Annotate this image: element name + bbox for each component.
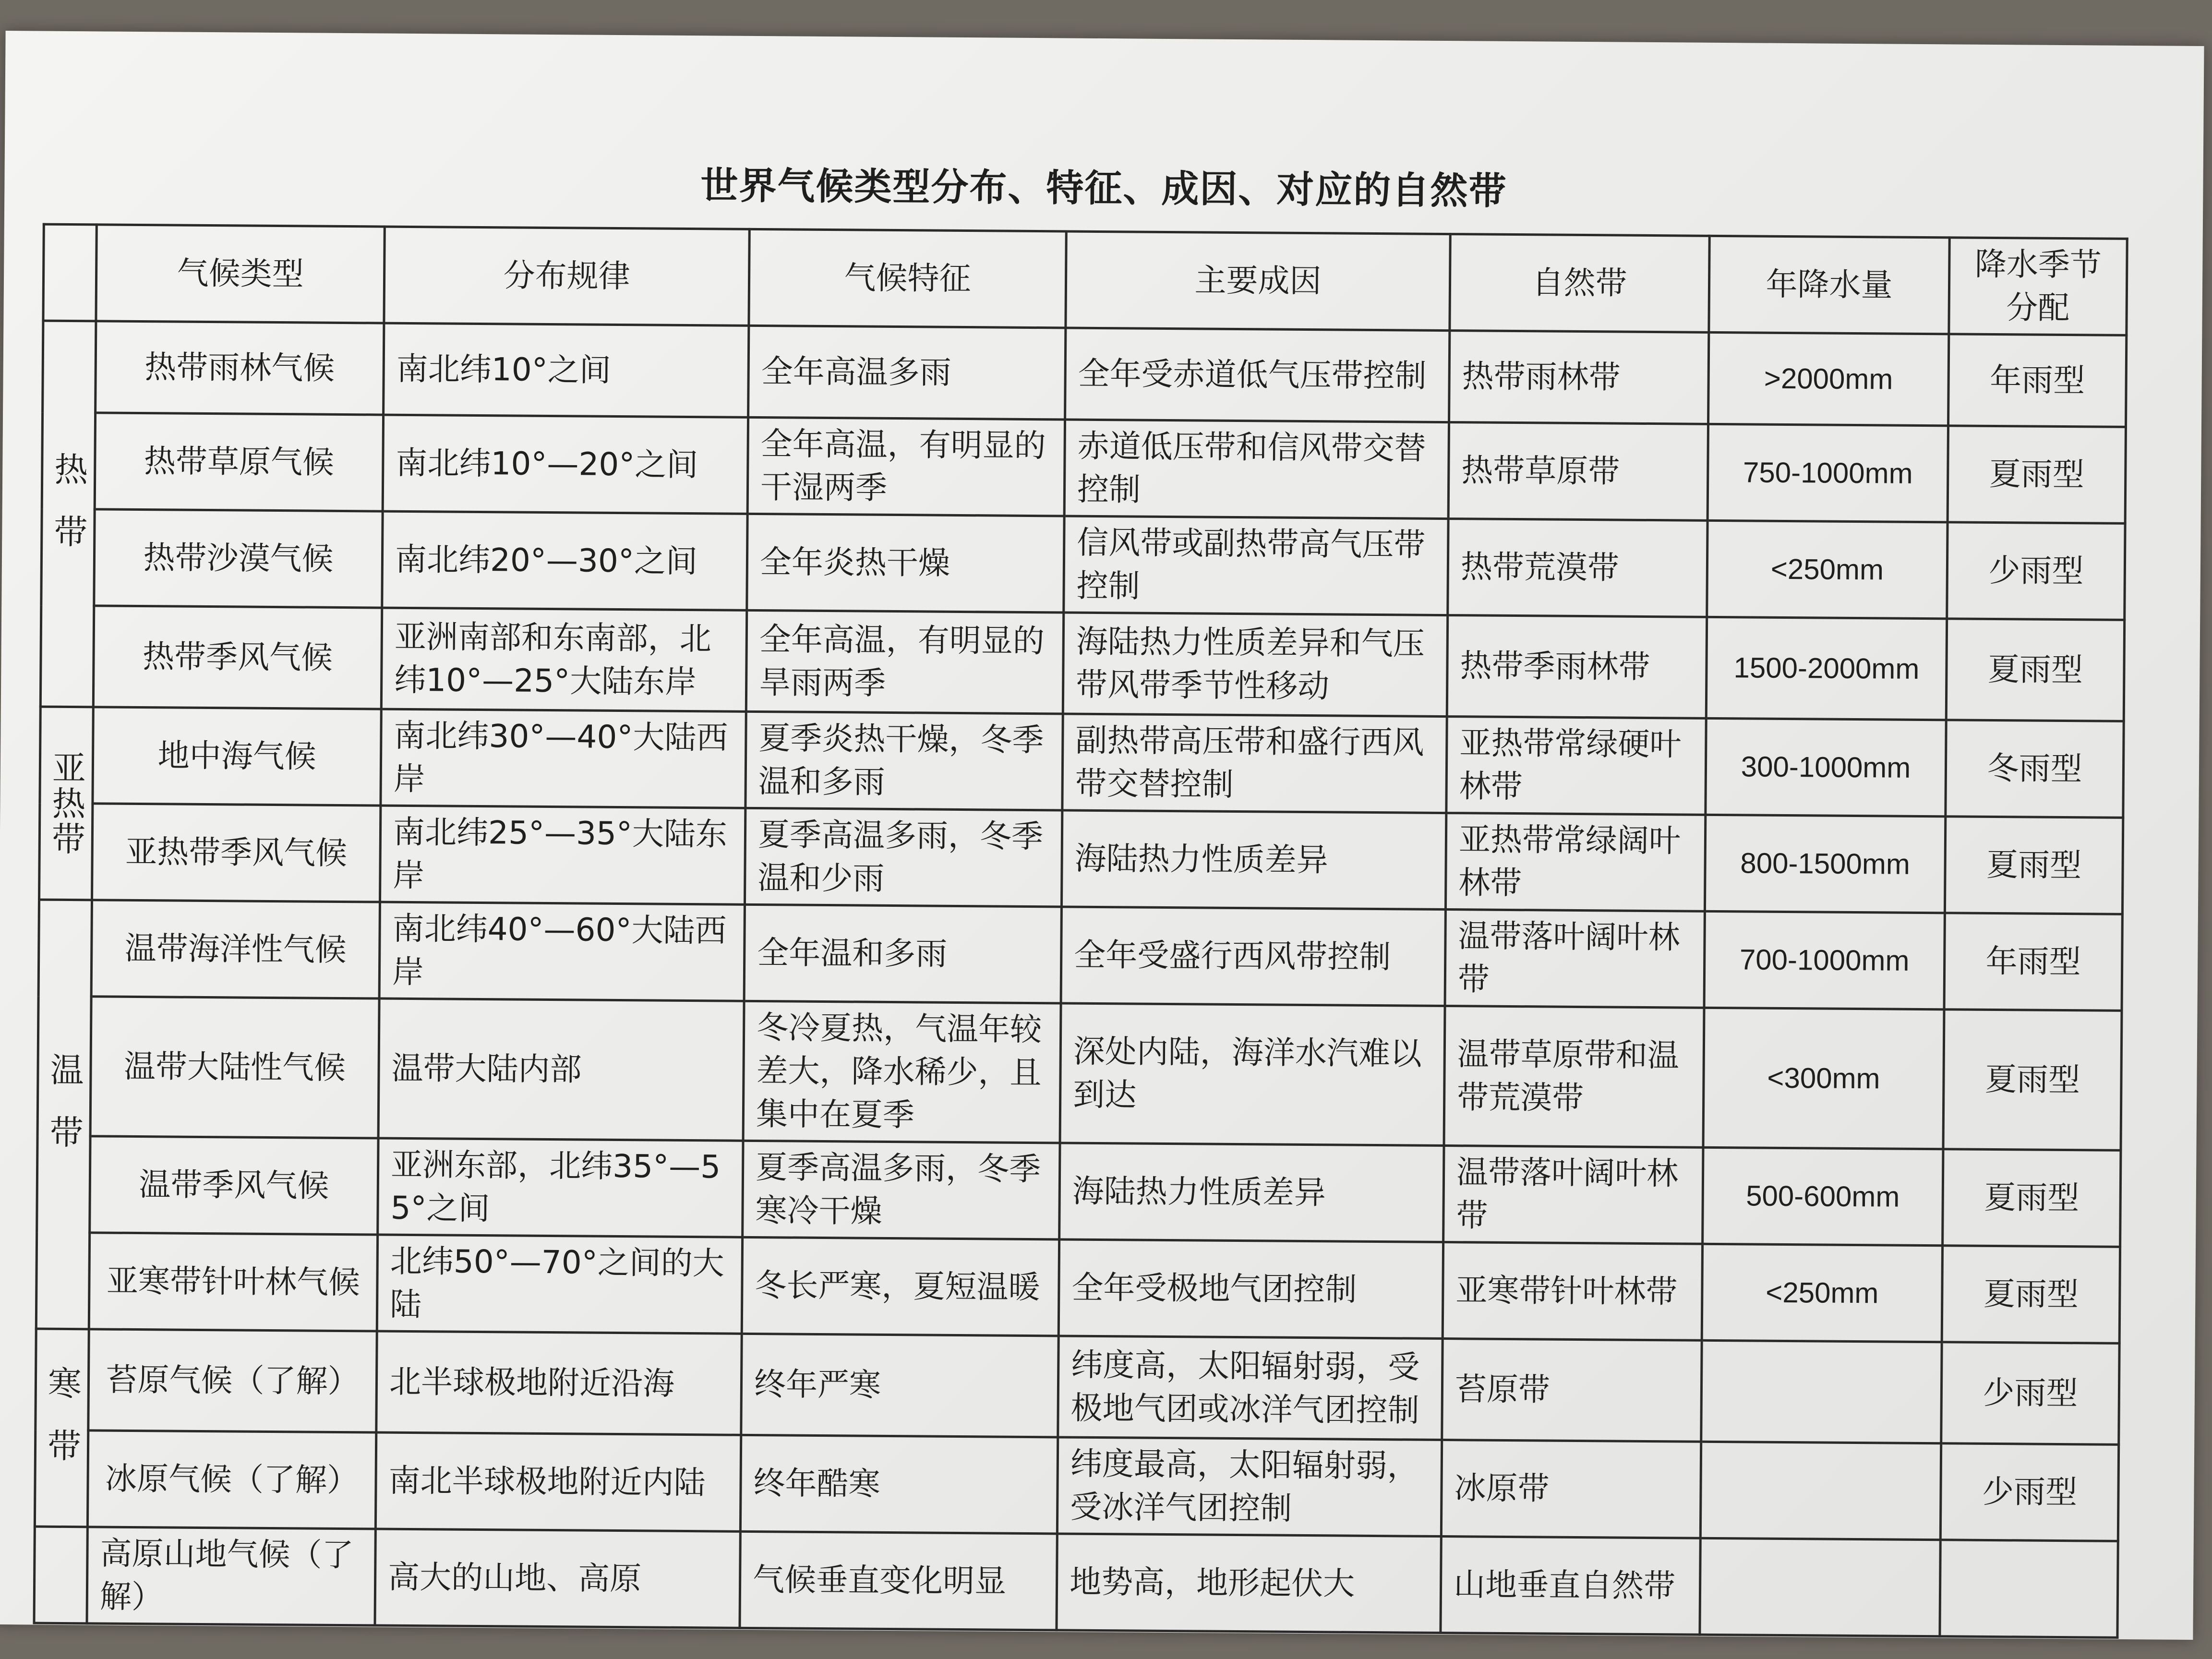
features-cell: 全年炎热干燥 [747, 514, 1064, 613]
season-cell: 夏雨型 [1945, 817, 2123, 914]
season-cell: 年雨型 [1944, 913, 2122, 1011]
precip-cell: 800-1500mm [1705, 815, 1945, 913]
precip-cell: <250mm [1702, 1244, 1942, 1342]
distribution-cell: 南北纬30°—40°大陆西岸 [381, 709, 746, 808]
distribution-cell: 北纬50°—70°之间的大陆 [377, 1235, 742, 1334]
distribution-cell: 亚洲南部和东南部，北纬10°—25°大陆东岸 [381, 608, 746, 711]
season-cell: 少雨型 [1947, 522, 2125, 620]
features-cell: 终年严寒 [741, 1334, 1058, 1437]
season-cell: 少雨型 [1940, 1443, 2118, 1541]
precip-cell: 300-1000mm [1706, 718, 1946, 816]
climate-type-cell: 温带海洋性气候 [91, 900, 380, 998]
table-row [37, 996, 2122, 1150]
precip-cell: 1500-2000mm [1706, 617, 1947, 720]
distribution-cell: 温带大陆内部 [378, 998, 744, 1141]
causes-cell: 信风带或副热带高气压带控制 [1064, 516, 1448, 615]
header-precip-season: 降水季节分配 [1949, 238, 2127, 336]
climate-type-cell: 热带季风气候 [93, 606, 382, 709]
precip-cell: 700-1000mm [1704, 911, 1945, 1009]
header-distribution: 分布规律 [384, 227, 749, 325]
natural-zone-cell: 冰原带 [1441, 1440, 1701, 1539]
precip-cell [1700, 1442, 1941, 1539]
causes-cell: 副热带高压带和盛行西风带交替控制 [1062, 714, 1447, 813]
natural-zone-cell: 亚热带常绿硬叶林带 [1446, 717, 1706, 815]
causes-cell: 海陆热力性质差异和气压带风带季节性移动 [1063, 613, 1447, 717]
features-cell: 夏季高温多雨，冬季温和少雨 [745, 808, 1062, 907]
header-climate-type: 气候类型 [96, 225, 385, 323]
causes-cell: 全年受赤道低气压带控制 [1065, 328, 1450, 422]
page-title: 世界气候类型分布、特征、成因、对应的自然带 [700, 164, 1507, 213]
distribution-cell: 高大的山地、高原 [375, 1529, 740, 1628]
causes-cell: 纬度高，太阳辐射弱，受极地气团或冰洋气团控制 [1058, 1336, 1443, 1440]
precip-cell: <250mm [1707, 520, 1948, 618]
season-cell: 夏雨型 [1943, 1010, 2122, 1151]
features-cell: 气候垂直变化明显 [740, 1531, 1057, 1630]
header-row [43, 224, 2127, 335]
climate-type-cell: 温带季风气候 [90, 1136, 378, 1235]
table-row [34, 1527, 2118, 1637]
zone-tropical: 热带 [40, 321, 96, 707]
distribution-cell: 亚洲东部，北纬35°—55°之间 [378, 1138, 743, 1237]
features-cell: 终年酷寒 [740, 1435, 1058, 1534]
season-cell: 年雨型 [1948, 334, 2126, 427]
climate-type-cell: 热带雨林气候 [96, 321, 384, 415]
features-cell: 夏季炎热干燥，冬季温和多雨 [745, 711, 1063, 810]
table-row [39, 803, 2123, 914]
features-cell: 全年高温，有明显的旱雨两季 [746, 610, 1063, 714]
causes-cell: 赤道低压带和信风带交替控制 [1064, 420, 1449, 519]
distribution-cell: 南北半球极地附近内陆 [375, 1432, 741, 1531]
table-row [37, 1136, 2121, 1247]
climate-type-cell: 亚热带季风气候 [92, 804, 381, 902]
natural-zone-cell: 温带落叶阔叶林带 [1443, 1146, 1703, 1244]
distribution-cell: 南北纬20°—30°之间 [382, 511, 747, 610]
natural-zone-cell: 温带草原带和温带荒漠带 [1444, 1006, 1704, 1148]
header-features: 气候特征 [749, 229, 1066, 328]
header-annual-precip: 年降水量 [1709, 236, 1949, 334]
causes-cell: 海陆热力性质差异 [1061, 810, 1446, 910]
precip-cell: >2000mm [1708, 332, 1949, 425]
precip-cell: 750-1000mm [1707, 424, 1948, 522]
table-row [40, 707, 2124, 817]
season-cell [1940, 1540, 2118, 1638]
natural-zone-cell: 温带落叶阔叶林带 [1445, 910, 1705, 1008]
climate-type-cell: 温带大陆性气候 [90, 997, 379, 1138]
features-cell: 夏季高温多雨，冬季寒冷干燥 [743, 1141, 1060, 1239]
table-row [43, 321, 2127, 427]
header-causes: 主要成因 [1066, 231, 1450, 331]
zone-frigid: 寒带 [35, 1329, 89, 1527]
causes-cell: 全年受极地气团控制 [1058, 1239, 1443, 1339]
precip-cell [1701, 1340, 1942, 1443]
natural-zone-cell: 热带荒漠带 [1448, 519, 1707, 617]
causes-cell: 全年受盛行西风带控制 [1061, 907, 1445, 1006]
natural-zone-cell: 热带雨林带 [1449, 331, 1709, 424]
header-natural-zone: 自然带 [1450, 234, 1709, 333]
features-cell: 全年高温，有明显的干湿两季 [747, 417, 1065, 516]
table-row [41, 509, 2125, 620]
natural-zone-cell: 热带草原带 [1448, 422, 1708, 521]
header-zone [43, 224, 96, 321]
climate-type-cell: 地中海气候 [93, 707, 381, 805]
climate-type-cell: 高原山地气候（了解） [87, 1527, 375, 1625]
table-row [40, 605, 2124, 721]
paper-sheet [0, 31, 2204, 1640]
climate-type-cell: 冰原气候（了解） [87, 1431, 376, 1529]
natural-zone-cell: 亚热带常绿阔叶林带 [1445, 813, 1705, 912]
precip-cell: <300mm [1703, 1008, 1944, 1149]
climate-type-cell: 苔原气候（了解） [88, 1329, 377, 1432]
season-cell: 夏雨型 [1948, 426, 2126, 524]
zone-highland [34, 1527, 87, 1623]
table-row [42, 412, 2126, 523]
features-cell: 全年高温多雨 [748, 325, 1066, 420]
natural-zone-cell: 热带季雨林带 [1447, 615, 1707, 719]
climate-table [33, 223, 2128, 1639]
natural-zone-cell: 苔原带 [1442, 1339, 1702, 1442]
season-cell: 夏雨型 [1942, 1246, 2120, 1344]
season-cell: 夏雨型 [1943, 1149, 2121, 1247]
natural-zone-cell: 亚寒带针叶林带 [1443, 1242, 1702, 1341]
distribution-cell: 北半球极地附近沿海 [376, 1331, 742, 1435]
climate-type-cell: 亚寒带针叶林气候 [89, 1233, 377, 1331]
table-row [36, 1329, 2119, 1444]
features-cell: 冬长严寒，夏短温暖 [742, 1237, 1059, 1336]
table-row [35, 1430, 2118, 1541]
precip-cell: 500-600mm [1703, 1147, 1943, 1245]
causes-cell: 深处内陆，海洋水汽难以到达 [1060, 1003, 1445, 1146]
distribution-cell: 南北纬40°—60°大陆西岸 [379, 902, 745, 1001]
causes-cell: 海陆热力性质差异 [1059, 1143, 1444, 1242]
features-cell: 全年温和多雨 [744, 904, 1061, 1003]
climate-type-cell: 热带沙漠气候 [94, 509, 383, 608]
causes-cell: 地势高，地形起伏大 [1057, 1534, 1441, 1633]
causes-cell: 纬度最高，太阳辐射弱，受冰洋气团控制 [1057, 1437, 1442, 1537]
distribution-cell: 南北纬10°之间 [384, 323, 749, 417]
natural-zone-cell: 山地垂直自然带 [1441, 1537, 1700, 1635]
climate-type-cell: 热带草原气候 [95, 413, 383, 511]
table-row [38, 900, 2122, 1010]
zone-subtropical: 亚热带 [39, 707, 94, 900]
season-cell: 少雨型 [1941, 1342, 2119, 1445]
features-cell: 冬冷夏热，气温年较差大，降水稀少，且集中在夏季 [743, 1001, 1061, 1143]
zone-temperate: 温带 [36, 900, 92, 1329]
distribution-cell: 南北纬10°—20°之间 [383, 415, 748, 514]
precip-cell [1700, 1538, 1940, 1636]
season-cell: 冬雨型 [1946, 720, 2124, 818]
table-row [36, 1232, 2120, 1343]
distribution-cell: 南北纬25°—35°大陆东岸 [380, 805, 745, 904]
season-cell: 夏雨型 [1946, 619, 2124, 721]
